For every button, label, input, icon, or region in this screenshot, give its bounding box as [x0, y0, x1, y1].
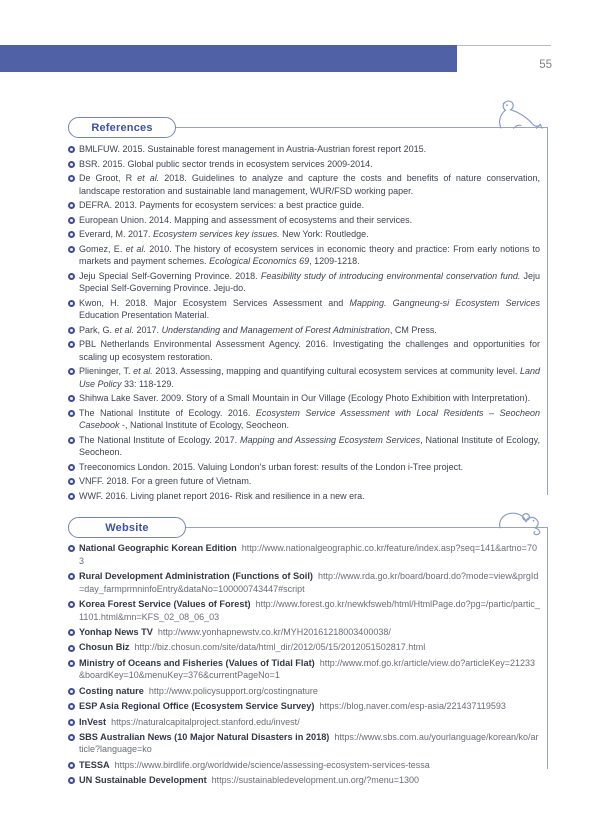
website-url: https://naturalcapitalproject.stanford.edu/invest/ [106, 716, 300, 727]
bullet-icon [68, 368, 75, 375]
website-item [68, 542, 540, 567]
reference-item: Everard, M. 2017. Ecosystem services key issues. New York: Routledge. [68, 228, 540, 241]
website-name: National Geographic Korean Edition [79, 543, 237, 553]
website-url: https://www.birdlife.org/worldwide/science/assessing-ecosystem-services-tessa [109, 759, 430, 770]
website-name: Yonhap News TV [79, 626, 153, 637]
website-item [68, 598, 540, 623]
bullet-icon [68, 231, 75, 238]
bullet-icon [68, 762, 75, 769]
website-item [68, 731, 540, 756]
website-item [68, 570, 540, 595]
reference-item: VNFF. 2018. For a green future of Vietnam. [68, 475, 540, 488]
website-name: Costing nature [79, 685, 144, 696]
website-section-tab [68, 517, 186, 538]
reference-item: De Groot, R et al. 2018. Guidelines to analyze and capture the costs and benefits of nature conservation, landscape restoration and sustainable land management, WUR/FSD working paper. [68, 172, 540, 197]
website-list [68, 528, 547, 787]
website-name: InVest [79, 716, 107, 727]
bullet-icon [68, 175, 75, 182]
bullet-icon [68, 719, 75, 726]
website-name: Korea Forest Service (Values of Forest) [79, 598, 251, 609]
website-name: Ministry of Oceans and Fisheries (Values of Tidal Flat) [79, 657, 315, 668]
reference-item: The National Institute of Ecology. 2016. Ecosystem Service Assessment with Local Residents – Seocheon Casebook -, National Institute of Ecology, Seocheon. [68, 407, 540, 432]
reference-item: European Union. 2014. Mapping and assessment of ecosystems and their services. [68, 214, 540, 227]
reference-item: DEFRA. 2013. Payments for ecosystem services: a best practice guide. [68, 199, 540, 212]
bullet-icon [68, 734, 75, 741]
website-title: Website [105, 521, 149, 534]
mouse-icon [493, 506, 545, 542]
website-name: TESSA [79, 759, 110, 770]
bullet-icon [68, 246, 75, 253]
bullet-icon [68, 202, 75, 209]
references-title: References [91, 121, 153, 134]
bullet-icon [68, 300, 75, 307]
bullet-icon [68, 437, 75, 444]
website-url: http://www.mof.go.kr/article/view.do?articleKey=21233&boardKey=10&menuKey=376&currentPageNo=1 [79, 657, 536, 681]
bullet-icon [68, 395, 75, 402]
website-item [68, 685, 540, 698]
bullet-icon [68, 464, 75, 471]
website-url: https://sustainabledevelopment.un.org/?menu=1300 [206, 775, 420, 786]
bullet-icon [68, 573, 75, 580]
bullet-icon [68, 217, 75, 224]
bullet-icon [68, 601, 75, 608]
website-item [68, 716, 540, 729]
website-item [68, 759, 540, 772]
bullet-icon [68, 660, 75, 667]
bullet-icon [68, 493, 75, 500]
reference-item: Kwon, H. 2018. Major Ecosystem Services Assessment and Mapping. Gangneung-si Ecosystem Services Education Presentation Material. [68, 297, 540, 322]
website-name: Rural Development Administration (Functions of Soil) [79, 570, 313, 581]
bullet-icon [68, 273, 75, 280]
website-item [68, 641, 540, 654]
website-section [68, 521, 548, 786]
bullet-icon [68, 341, 75, 348]
seal-icon [490, 99, 546, 134]
website-url: http://www.forest.go.kr/newkfsweb/html/HtmlPage.do?pg=/partic/partic_1101.html&mn=KFS_02_08_06_03 [79, 598, 540, 622]
website-url: http://biz.chosun.com/site/data/html_dir/2012/05/15/2012051502817.html [129, 642, 426, 653]
website-item [68, 774, 540, 787]
bullet-icon [68, 478, 75, 485]
bullet-icon [68, 545, 75, 552]
references-section-tab [68, 117, 176, 138]
reference-item: Plieninger, T. et al. 2013. Assessing, mapping and quantifying cultural ecosystem services at community level. Land Use Policy 33: 118-129. [68, 365, 540, 390]
website-item [68, 657, 540, 682]
bullet-icon [68, 777, 75, 784]
website-name: UN Sustainable Development [79, 775, 207, 786]
reference-item: Jeju Special Self-Governing Province. 2018. Feasibility study of introducing environmental conservation fund. Jeju Special Self-Governing Province. Jeju-do. [68, 270, 540, 295]
bullet-icon [68, 688, 75, 695]
page-number: 55 [539, 59, 552, 71]
website-url: https://blog.naver.com/esp-asia/221437119593 [314, 701, 506, 712]
website-name: SBS Australian News (10 Major Natural Disasters in 2018) [79, 731, 330, 742]
reference-item: BMLFUW. 2015. Sustainable forest management in Austria-Austrian forest report 2015. [68, 143, 540, 156]
bullet-icon [68, 645, 75, 652]
website-url: http://www.rda.go.kr/board/board.do?mode=view&prgId=day_farmprmninfoEntry&dataNo=100000743447#script [79, 570, 539, 594]
bullet-icon [68, 161, 75, 168]
reference-item: PBL Netherlands Environmental Assessment Agency. 2016. Investigating the challenges and opportunities for scaling up ecosystem restoration. [68, 338, 540, 363]
website-url: http://www.yonhapnewstv.co.kr/MYH20161218003400038/ [152, 626, 391, 637]
reference-item: Shihwa Lake Saver. 2009. Story of a Small Mountain in Our Village (Ecology Photo Exhibition with Interpretation). [68, 392, 540, 405]
website-name: Chosun Biz [79, 642, 130, 653]
reference-item: BSR. 2015. Global public sector trends in ecosystem services 2009-2014. [68, 158, 540, 171]
reference-item: Park, G. et al. 2017. Understanding and Management of Forest Administration, CM Press. [68, 324, 540, 337]
header-bar [0, 45, 457, 72]
bullet-icon [68, 146, 75, 153]
bullet-icon [68, 703, 75, 710]
website-name: ESP Asia Regional Office (Ecosystem Service Survey) [79, 701, 315, 712]
reference-item: The National Institute of Ecology. 2017. Mapping and Assessing Ecosystem Services, National Institute of Ecology, Seocheon. [68, 434, 540, 459]
bullet-icon [68, 327, 75, 334]
website-url: http://www.policysupport.org/costingnature [143, 685, 318, 696]
reference-item: Treeconomics London. 2015. Valuing London's urban forest: results of the London i-Tree project. [68, 461, 540, 474]
references-list [68, 128, 547, 502]
references-section [68, 121, 548, 501]
bullet-icon [68, 629, 75, 636]
website-url: http://www.nationalgeographic.co.kr/feature/index.asp?seq=141&artno=703 [79, 543, 537, 566]
reference-item: WWF. 2016. Living planet report 2016- Risk and resilience in a new era. [68, 490, 540, 503]
website-url: https://www.sbs.com.au/yourlanguage/korean/ko/article?language=ko [79, 731, 539, 755]
header-rule-line [457, 45, 551, 46]
reference-item: Gomez, E. et al. 2010. The history of ecosystem services in economic theory and practice: From early notions to markets and payment schemes. Ecological Economics 69, 1209-1218. [68, 243, 540, 268]
website-item [68, 700, 540, 713]
website-item [68, 626, 540, 639]
bullet-icon [68, 410, 75, 417]
